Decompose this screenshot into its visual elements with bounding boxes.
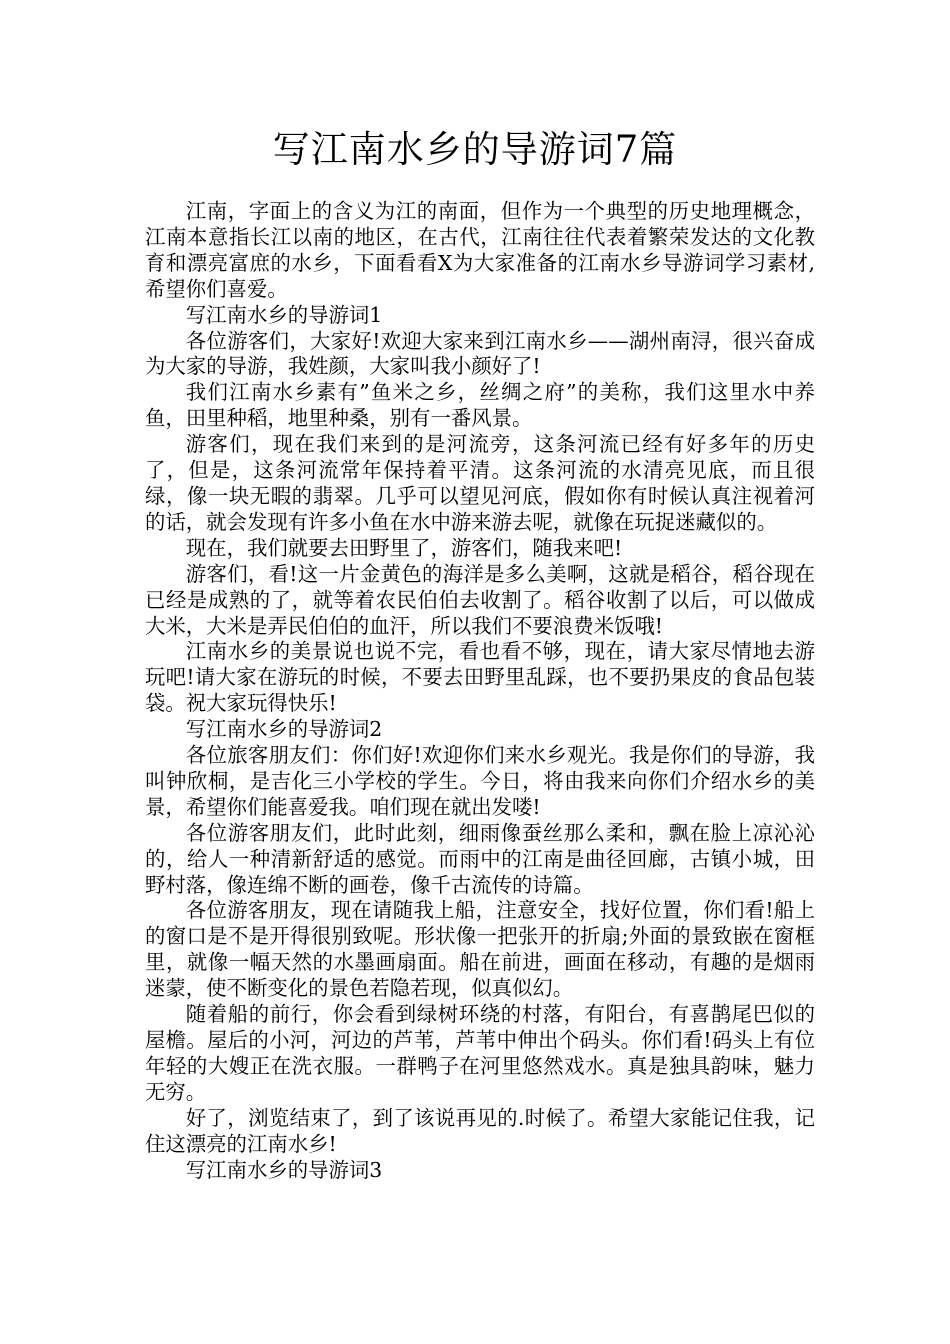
document-body xyxy=(145,199,815,1183)
body-paragraph: 游客们，现在我们来到的是河流旁，这条河流已经有好多年的历史了，但是，这条河流常年保持着平清。这条河流的水清亮见底，而且很绿，像一块无暇的翡翠。几乎可以望见河底，假如你有时候认真注视着河的话，就会发现有许多小鱼在水中游来游去呢，就像在玩捉迷藏似的。 xyxy=(145,432,815,534)
body-paragraph: 江南水乡的美景说也说不完，看也看不够，现在，请大家尽情地去游玩吧!请大家在游玩的时候，不要去田野里乱踩，也不要扔果皮的食品包装袋。祝大家玩得快乐! xyxy=(145,639,815,716)
body-paragraph: 我们江南水乡素有”鱼米之乡，丝绸之府”的美称，我们这里水中养鱼，田里种稻，地里种桑，别有一番风景。 xyxy=(145,380,815,431)
body-paragraph: 各位游客朋友，现在请随我上船，注意安全，找好位置，你们看!船上的窗口是不是开得很别致呢。形状像一把张开的折扇;外面的景致嵌在窗框里，就像一幅天然的水墨画扇面。船在前进，画面在移动，有趣的是烟雨迷蒙，使不断变化的景色若隐若现，似真似幻。 xyxy=(145,898,815,1001)
body-paragraph: 各位游客们，大家好!欢迎大家来到江南水乡——湖州南浔，很兴奋成为大家的导游，我姓颜，大家叫我小颜好了! xyxy=(145,328,815,379)
body-paragraph: 游客们，看!这一片金黄色的海洋是多么美啊，这就是稻谷，稻谷现在已经是成熟的了，就等着农民伯伯去收割了。稻谷收割了以后，可以做成大米，大米是弄民伯伯的血汗，所以我们不要浪费米饭哦! xyxy=(145,561,815,638)
section-heading-2: 写江南水乡的导游词2 xyxy=(185,717,383,742)
body-paragraph: 随着船的前行，你会看到绿树环绕的村落，有阳台，有喜鹊尾巴似的屋檐。屋后的小河，河边的芦苇，芦苇中伸出个码头。你们看!码头上有位年轻的大嫂正在洗衣服。一群鸭子在河里悠然戏水。真是独具韵味，魅力无穷。 xyxy=(145,1002,815,1104)
body-paragraph: 各位游客朋友们，此时此刻，细雨像蚕丝那么柔和，飘在脸上凉沁沁的，给人一种清新舒适的感觉。而雨中的江南是曲径回廊，古镇小城，田野村落，像连绵不断的画卷，像千古流传的诗篇。 xyxy=(145,820,815,897)
body-paragraph: 好了，浏览结束了，到了该说再见的.时候了。希望大家能记住我，记住这漂亮的江南水乡! xyxy=(145,1105,815,1156)
body-paragraph: 现在，我们就要去田野里了，游客们，随我来吧! xyxy=(185,535,623,560)
section-heading-1: 写江南水乡的导游词1 xyxy=(185,302,383,327)
intro-paragraph: 江南，字面上的含义为江的南面，但作为一个典型的历史地理概念，江南本意指长江以南的地区，在古代，江南往往代表着繁荣发达的文化教育和漂亮富庶的水乡，下面看看X为大家准备的江南水乡导游词学习素材,希望你们喜爱。 xyxy=(145,199,815,301)
document-title: 写江南水乡的导游词7篇 xyxy=(272,128,678,171)
body-paragraph: 各位旅客朋友们：你们好!欢迎你们来水乡观光。我是你们的导游，我叫钟欣桐，是吉化三小学校的学生。今日，将由我来向你们介绍水乡的美景，希望你们能喜爱我。咱们现在就出发喽! xyxy=(145,743,815,819)
section-heading-3: 写江南水乡的导游词3 xyxy=(185,1157,383,1182)
